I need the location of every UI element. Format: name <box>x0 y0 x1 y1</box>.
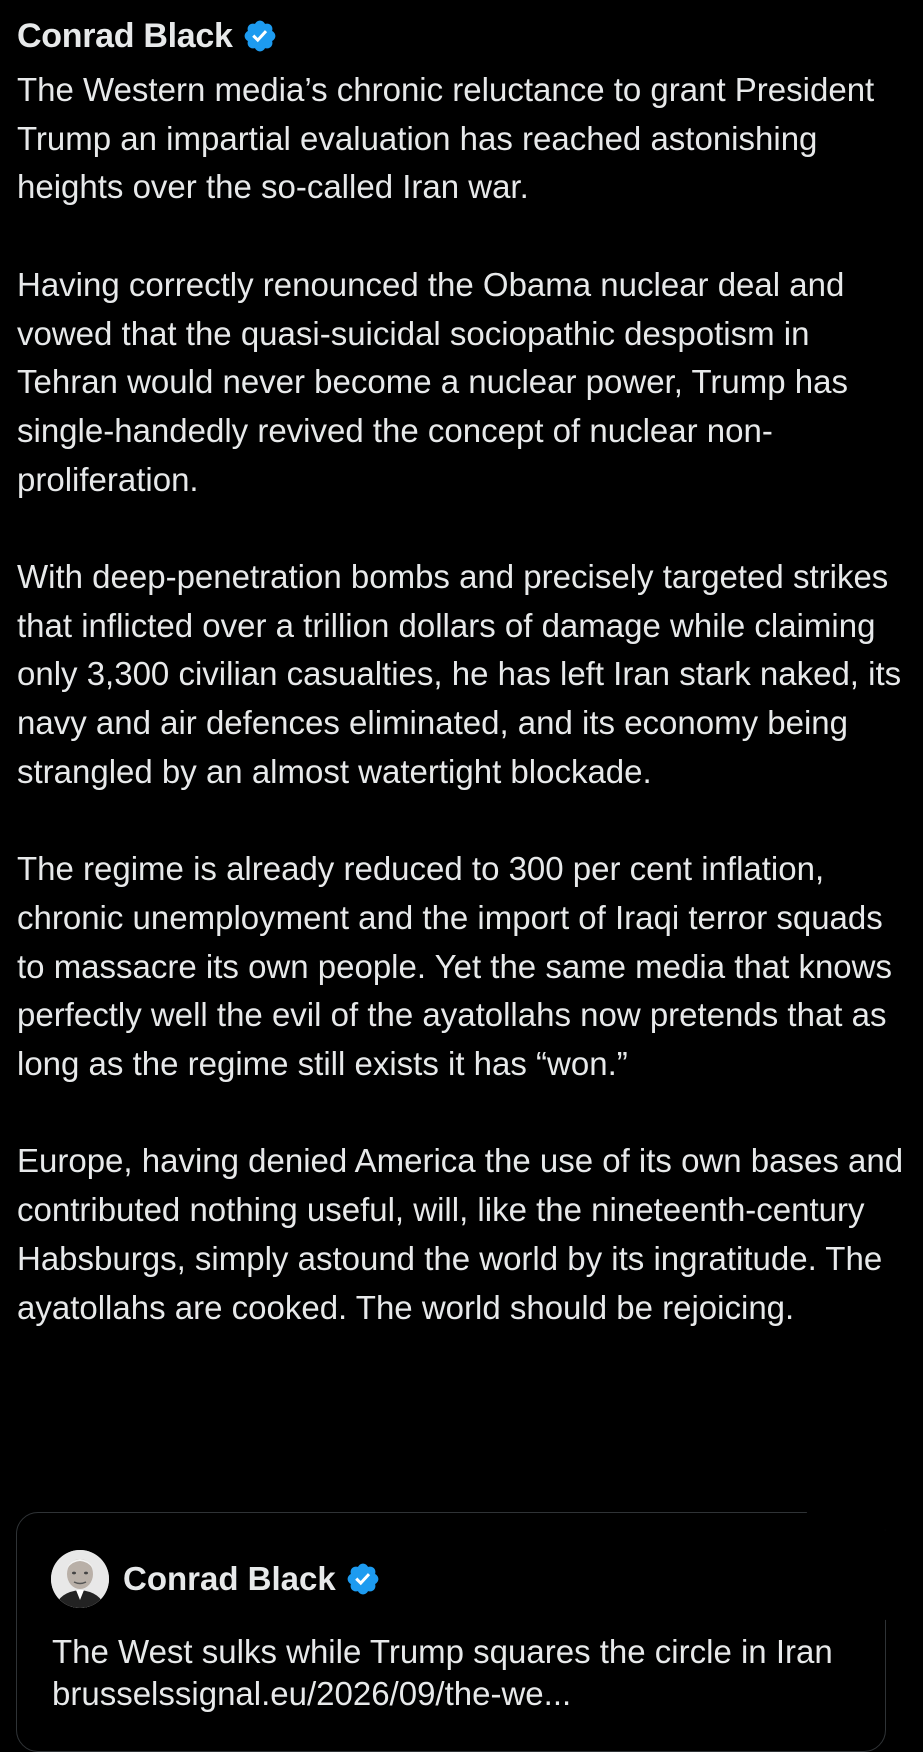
verified-badge-icon[interactable] <box>345 1561 381 1597</box>
avatar[interactable] <box>51 1550 109 1608</box>
tweet-paragraph-4: The regime is already reduced to 300 per cent inflation, chronic unemployment and the import of Iraqi terror squads to massacre its own people. Yet the same media that knows perfectly well the evil of the ayatollahs now pretends that as long as the regime still exists it has “won.” <box>17 850 892 1083</box>
tweet-paragraph-2: Having correctly renounced the Obama nuclear deal and vowed that the quasi-suicidal sociopathic despotism in Tehran would never become a nuclear power, Trump has single-handedly revived the concept of nuclear non-proliferation. <box>17 265 848 498</box>
quoted-tweet-text: The West sulks while Trump squares the circle in Iran brusselssignal.eu/2026/09/the-we... <box>52 1633 833 1712</box>
redaction-overlay <box>800 1430 923 1530</box>
quoted-author-name[interactable]: Conrad Black <box>123 1560 336 1597</box>
tweet-paragraph-3: With deep-penetration bombs and precisely targeted strikes that inflicted over a trillion dollars of damage while claiming only 3,300 civilian casualties, he has left Iran stark naked, its navy and air defences eliminated, and its economy being strangled by an almost watertight blockade. <box>17 558 902 790</box>
redaction-overlay <box>410 1530 923 1620</box>
quoted-tweet-author-row <box>51 1550 381 1608</box>
author-name[interactable]: Conrad Black <box>17 16 233 55</box>
tweet-text <box>17 66 907 1332</box>
verified-badge-icon[interactable] <box>242 18 278 54</box>
tweet-paragraph-1: The Western media’s chronic reluctance to grant President Trump an impartial evaluation has reached astonishing heights over the so-called Iran war. <box>17 71 875 206</box>
tweet <box>17 0 907 1332</box>
tweet-paragraph-5: Europe, having denied America the use of its own bases and contributed nothing useful, will, like the nineteenth-century Habsburgs, simply astound the world by its ingratitude. The ayatollahs are cooked. The world should be rejoicing. <box>17 1142 904 1326</box>
redaction-overlay <box>300 0 900 60</box>
